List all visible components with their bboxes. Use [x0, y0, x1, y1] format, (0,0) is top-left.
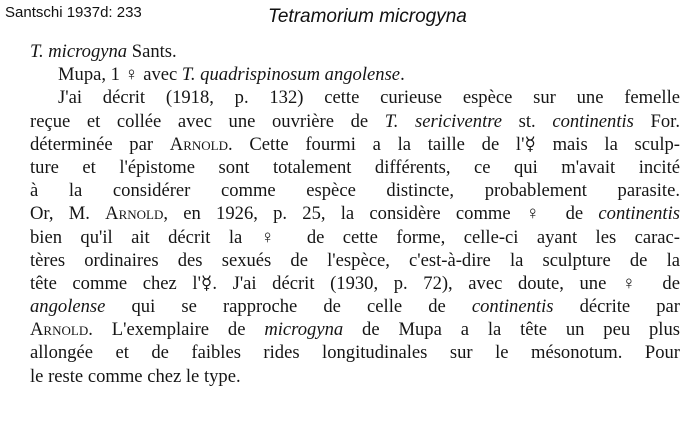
species-name: continentis	[552, 110, 634, 132]
paragraph-text: tères ordinaires des sexués de l'espèce, c'est-à-dire la sculpture de la	[30, 249, 680, 271]
author-name: Arnold	[169, 133, 228, 155]
text-line-14	[30, 341, 680, 364]
text-line-7	[30, 179, 680, 202]
paragraph-text: st.	[502, 110, 553, 132]
species-title: Tetramorium microgyna	[268, 6, 467, 27]
paragraph-text: décrite par	[553, 296, 680, 318]
text-line-1	[30, 40, 680, 63]
text-line-5	[30, 133, 680, 156]
paragraph-text: bien qu'il ait décrit la ♀ de cette forme, celle-ci ayant les carac-	[30, 226, 680, 248]
text-line-2	[30, 63, 680, 86]
paragraph-text: . L'exemplaire de	[88, 319, 265, 341]
species-name: continentis	[471, 296, 554, 318]
text-line-10	[30, 249, 680, 272]
text-line-6	[30, 156, 680, 179]
text-line-3	[30, 86, 680, 109]
punctuation: .	[400, 64, 405, 86]
paragraph-text: For.	[633, 110, 680, 132]
text-line-8	[30, 202, 680, 225]
text-line-11	[30, 272, 680, 295]
paragraph-text: qui se rapproche de celle de	[105, 296, 472, 318]
host-species-name: T. quadrispinosum angolense	[181, 64, 401, 86]
author-name: Arnold	[105, 203, 164, 225]
citation-label: Santschi 1937d: 233	[5, 4, 142, 21]
text-line-13	[30, 318, 680, 341]
text-line-9	[30, 226, 680, 249]
paragraph-text: allongée et de faibles rides longitudinales sur le mésonotum. Pour	[30, 342, 680, 364]
paragraph-text: de Mupa a la tête un peu plus	[343, 319, 680, 341]
species-name: continentis	[598, 203, 680, 225]
paragraph-text: à la considérer comme espèce distincte, probablement parasite.	[30, 180, 680, 202]
author-abbrev: Sants.	[127, 41, 177, 62]
document-body	[30, 40, 680, 388]
species-name: angolense	[30, 296, 106, 318]
text-line-15	[30, 365, 680, 388]
text-line-12	[30, 295, 680, 318]
paragraph-text: tête comme chez l'☿. J'ai décrit (1930, p. 72), avec doute, une ♀ de	[30, 272, 680, 294]
paragraph-text: déterminée par	[30, 133, 170, 155]
paragraph-text: J'ai décrit (1918, p. 132) cette curieuse espèce sur une femelle	[58, 87, 680, 109]
paragraph-text: , en 1926, p. 25, la considère comme ♀ de	[163, 203, 599, 225]
author-name: Arnold	[30, 319, 89, 341]
species-name: T. sericiventre	[384, 110, 503, 132]
paragraph-text: . Cette fourmi a la taille de l'☿ mais la sculp-	[228, 133, 680, 155]
paragraph-text: Or, M.	[30, 203, 106, 225]
page-header	[0, 0, 689, 34]
locality-text: Mupa, 1 ♀ avec	[58, 64, 182, 86]
paragraph-text: ture et l'épistome sont totalement différents, ce qui m'avait incité	[30, 156, 680, 178]
text-line-4	[30, 110, 680, 133]
species-name: microgyna	[264, 319, 344, 341]
species-name: T. microgyna	[30, 41, 128, 62]
paragraph-text: le reste comme chez le type.	[30, 365, 241, 387]
paragraph-text: reçue et collée avec une ouvrière de	[30, 110, 385, 132]
